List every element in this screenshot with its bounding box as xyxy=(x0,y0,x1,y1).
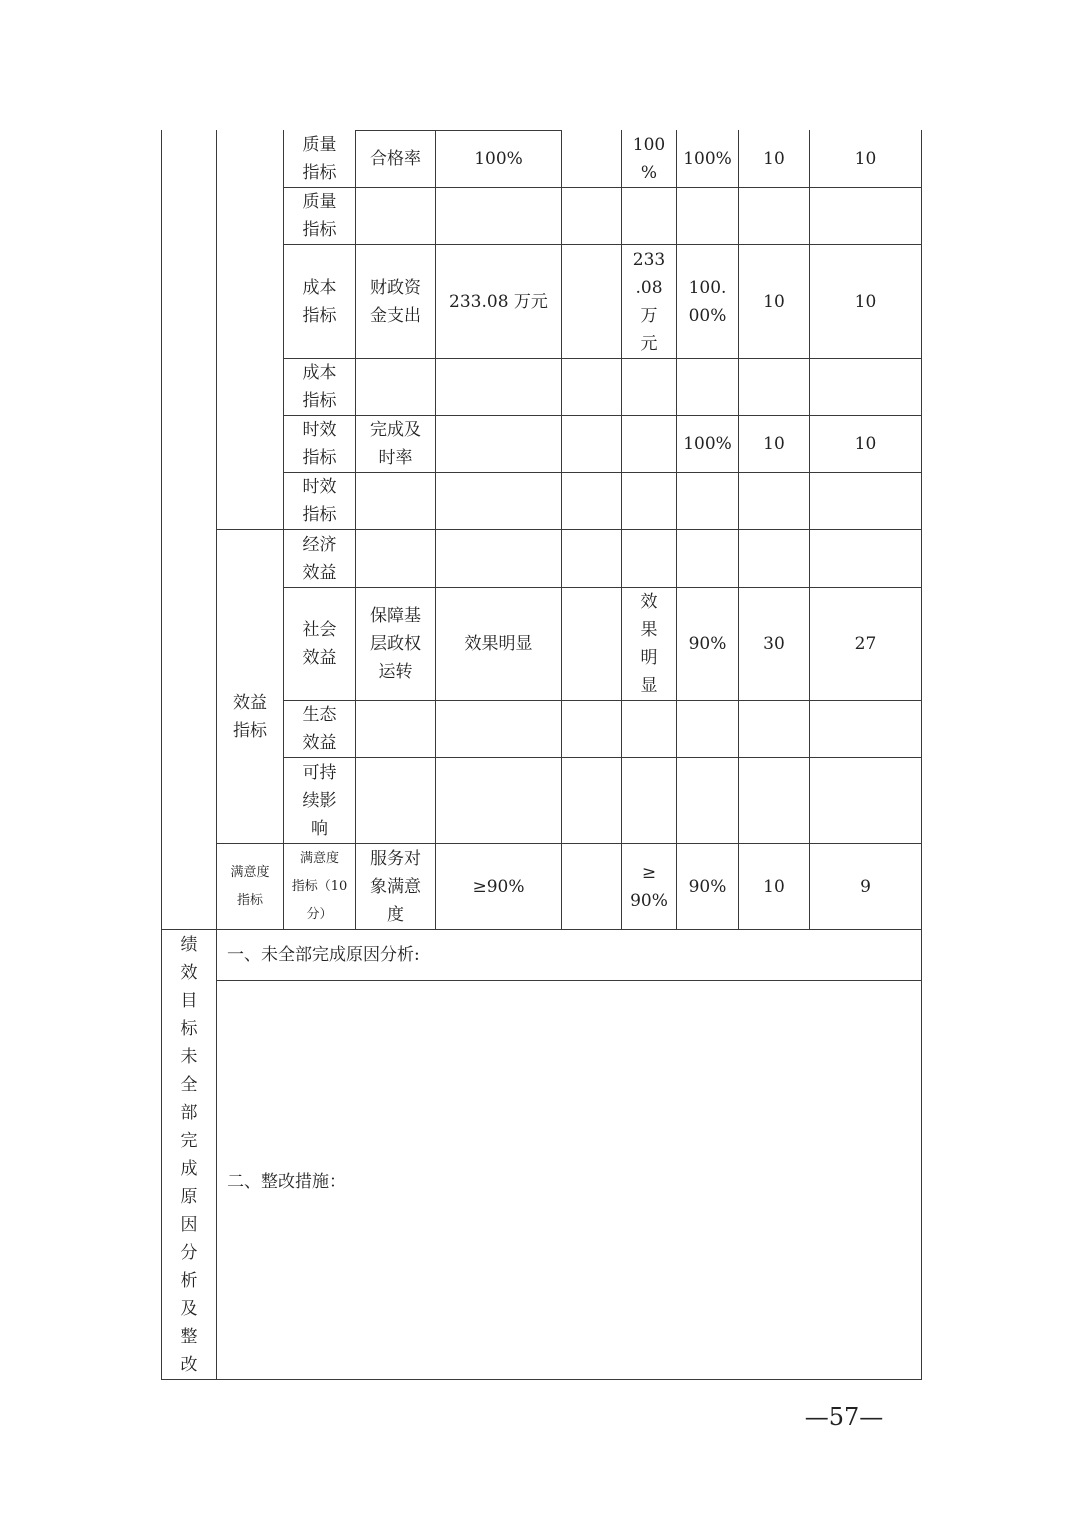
rate-cell: 100. 00% xyxy=(688,277,727,326)
analysis-side-label: 绩 效 目 标 未 全 部 完 成 原 因 分 析 及 整 改 xyxy=(180,934,198,1375)
rate-cell: 100% xyxy=(683,434,732,454)
subcategory-cell: 时效 指标 xyxy=(302,477,337,525)
actual-cell: 效 果 明 显 xyxy=(640,592,658,696)
target-cell: 233.08 万元 xyxy=(449,291,548,312)
rate-cell: 100% xyxy=(683,149,732,169)
subcategory-cell: 成本 指标 xyxy=(302,363,337,411)
indicator-cell: 合格率 xyxy=(370,149,421,169)
subcategory-cell: 满意度 指标（10 分） xyxy=(291,850,348,922)
subcategory-cell: 生态 效益 xyxy=(302,705,337,753)
subcategory-cell: 经济 效益 xyxy=(302,534,337,583)
actual-cell: 233 .08 万 元 xyxy=(632,249,666,354)
indicator-cell: 完成及 时率 xyxy=(370,420,421,468)
subcategory-cell: 社会 效益 xyxy=(302,620,337,668)
weight-cell: 10 xyxy=(763,291,785,312)
indicator-cell: 财政资 金支出 xyxy=(370,277,421,326)
actual-cell: 100 % xyxy=(632,135,666,183)
target-cell: 效果明显 xyxy=(464,634,533,654)
target-cell: ≥90% xyxy=(472,876,525,897)
subcategory-cell: 可持 续影 响 xyxy=(302,762,337,839)
score-cell: 10 xyxy=(854,291,877,312)
weight-cell: 10 xyxy=(763,149,785,169)
rate-cell: 90% xyxy=(688,634,727,654)
weight-cell: 10 xyxy=(763,434,785,454)
weight-cell: 10 xyxy=(763,876,785,897)
reason-heading: 一、未全部完成原因分析: xyxy=(227,945,420,965)
subcategory-cell: 质量 指标 xyxy=(302,135,337,183)
page-number: —57— xyxy=(804,1403,884,1431)
score-cell: 9 xyxy=(860,876,871,897)
score-cell: 10 xyxy=(854,434,877,454)
measures-heading: 二、整改措施： xyxy=(227,1172,346,1192)
score-cell: 27 xyxy=(854,634,877,654)
subcategory-cell: 成本 指标 xyxy=(302,277,337,326)
target-cell: 100% xyxy=(474,149,523,169)
subcategory-cell: 时效 指标 xyxy=(302,420,337,468)
indicator-cell: 服务对 象满意 度 xyxy=(370,848,421,925)
rate-cell: 90% xyxy=(688,876,727,897)
subcategory-cell: 质量 指标 xyxy=(302,192,337,240)
performance-table xyxy=(161,130,922,1380)
satisfaction-indicator-label: 满意度 指标 xyxy=(230,864,270,908)
indicator-cell: 保障基 层政权 运转 xyxy=(370,606,421,682)
actual-cell: ≥ 90% xyxy=(630,862,668,911)
weight-cell: 30 xyxy=(763,634,785,654)
score-cell: 10 xyxy=(854,149,877,169)
benefit-indicator-label: 效益 指标 xyxy=(233,692,267,741)
